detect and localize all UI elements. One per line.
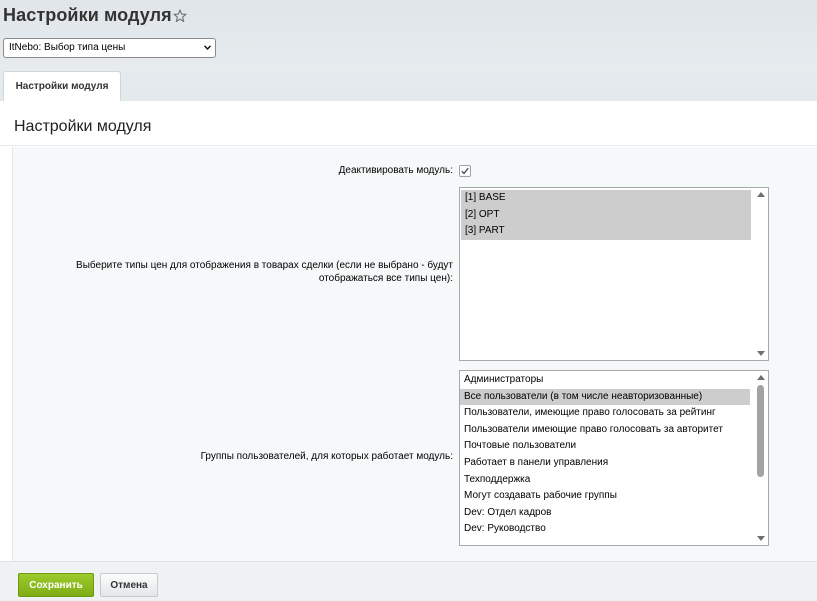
price-types-listbox[interactable] bbox=[459, 187, 769, 361]
cancel-button[interactable]: Отмена bbox=[100, 573, 158, 597]
scroll-down-icon[interactable] bbox=[757, 536, 765, 541]
check-icon bbox=[461, 167, 469, 175]
list-option[interactable]: Могут создавать рабочие группы bbox=[464, 490, 617, 502]
settings-form bbox=[12, 147, 817, 561]
list-option[interactable]: Все пользователи (в том числе неавторизованные) bbox=[460, 389, 750, 406]
scroll-up-icon[interactable] bbox=[757, 375, 765, 380]
user-groups-listbox[interactable] bbox=[459, 370, 769, 546]
deactivate-checkbox[interactable] bbox=[459, 165, 471, 177]
list-option[interactable]: Администраторы bbox=[464, 374, 544, 385]
panel-divider bbox=[0, 145, 817, 146]
scrollbar-thumb[interactable] bbox=[757, 385, 764, 477]
list-option[interactable]: Dev: Руководство bbox=[464, 523, 546, 535]
module-select-value: ItNebo: Выбор типа цены bbox=[9, 42, 126, 53]
list-option[interactable]: Dev: Отдел кадров bbox=[464, 506, 552, 518]
page-title: Настройки модуля bbox=[3, 5, 172, 25]
list-option[interactable]: Почтовые пользователи bbox=[464, 440, 577, 452]
star-icon[interactable] bbox=[173, 9, 187, 23]
list-option[interactable]: Пользователи имеющие право голосовать за авторитет bbox=[464, 423, 723, 435]
list-option[interactable]: [2] OPT bbox=[461, 207, 751, 224]
panel-title: Настройки модуля bbox=[14, 118, 152, 135]
chevron-down-icon bbox=[204, 45, 211, 50]
scroll-down-icon[interactable] bbox=[757, 351, 765, 356]
list-option[interactable]: Пользователи, имеющие право голосовать за рейтинг bbox=[464, 407, 716, 419]
price-types-scrollbar[interactable] bbox=[754, 188, 768, 360]
save-button[interactable]: Сохранить bbox=[18, 573, 94, 597]
scroll-up-icon[interactable] bbox=[757, 192, 765, 197]
tab-module-settings[interactable]: Настройки модуля bbox=[3, 71, 121, 101]
footer-bar bbox=[0, 561, 817, 601]
price-types-label: Выберите типы цен для отображения в товарах сделки (если не выбрано - будут отображаться все типы цен): bbox=[76, 260, 453, 284]
settings-panel bbox=[0, 101, 817, 561]
user-groups-label: Группы пользователей, для которых работает модуль: bbox=[200, 451, 453, 462]
list-option[interactable]: Техподдержка bbox=[464, 473, 531, 485]
list-option[interactable]: Работает в панели управления bbox=[464, 456, 609, 468]
deactivate-label: Деактивировать модуль: bbox=[338, 165, 453, 176]
module-select[interactable] bbox=[3, 38, 216, 58]
list-option[interactable]: [1] BASE bbox=[461, 190, 751, 207]
user-groups-scrollbar[interactable] bbox=[754, 371, 768, 545]
list-option[interactable]: [3] PART bbox=[461, 223, 751, 240]
